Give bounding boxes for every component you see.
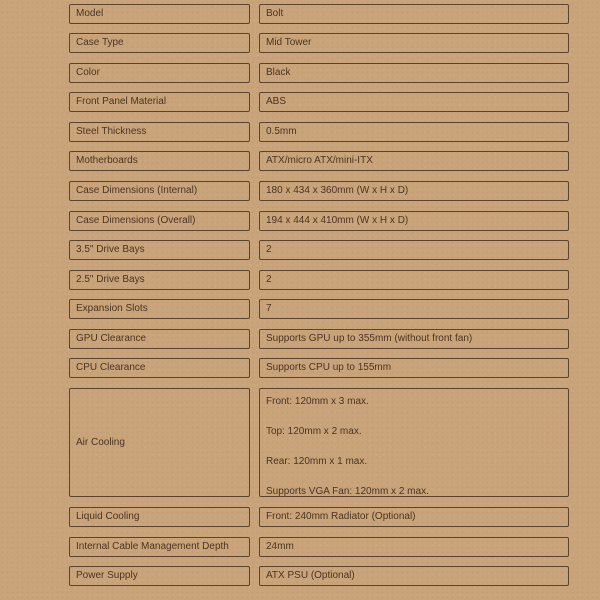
spec-value: Mid Tower [259, 33, 569, 53]
spec-value: Black [259, 63, 569, 83]
spec-label: 3.5" Drive Bays [69, 240, 250, 260]
spec-label: Color [69, 63, 250, 83]
spec-value: 7 [259, 299, 569, 319]
spec-value: ATX/micro ATX/mini-ITX [259, 151, 569, 171]
air-cooling-line: Front: 120mm x 3 max. [266, 396, 369, 407]
spec-label: Steel Thickness [69, 122, 250, 142]
spec-value: Supports CPU up to 155mm [259, 358, 569, 378]
air-cooling-line: Supports VGA Fan: 120mm x 2 max. [266, 486, 429, 497]
spec-label: Case Dimensions (Overall) [69, 211, 250, 231]
spec-label: 2.5" Drive Bays [69, 270, 250, 290]
spec-label: Front Panel Material [69, 92, 250, 112]
spec-label: Liquid Cooling [69, 507, 250, 527]
spec-value: ABS [259, 92, 569, 112]
spec-value-list [259, 388, 569, 497]
air-cooling-line: Top: 120mm x 2 max. [266, 426, 362, 437]
air-cooling-line: Rear: 120mm x 1 max. [266, 456, 368, 467]
spec-value: ATX PSU (Optional) [259, 566, 569, 586]
spec-label: GPU Clearance [69, 329, 250, 349]
spec-label: Power Supply [69, 566, 250, 586]
spec-value: Bolt [259, 4, 569, 24]
spec-value: Front: 240mm Radiator (Optional) [259, 507, 569, 527]
spec-label: Internal Cable Management Depth [69, 537, 250, 557]
spec-value: 2 [259, 270, 569, 290]
spec-label: Case Type [69, 33, 250, 53]
spec-value: 24mm [259, 537, 569, 557]
spec-value: 0.5mm [259, 122, 569, 142]
spec-label: Model [69, 4, 250, 24]
spec-value: 180 x 434 x 360mm (W x H x D) [259, 181, 569, 201]
spec-label: Motherboards [69, 151, 250, 171]
spec-label: Case Dimensions (Internal) [69, 181, 250, 201]
spec-value: 2 [259, 240, 569, 260]
spec-label: CPU Clearance [69, 358, 250, 378]
spec-label: Air Cooling [69, 388, 250, 497]
spec-value: 194 x 444 x 410mm (W x H x D) [259, 211, 569, 231]
spec-value: Supports GPU up to 355mm (without front fan) [259, 329, 569, 349]
spec-label: Expansion Slots [69, 299, 250, 319]
